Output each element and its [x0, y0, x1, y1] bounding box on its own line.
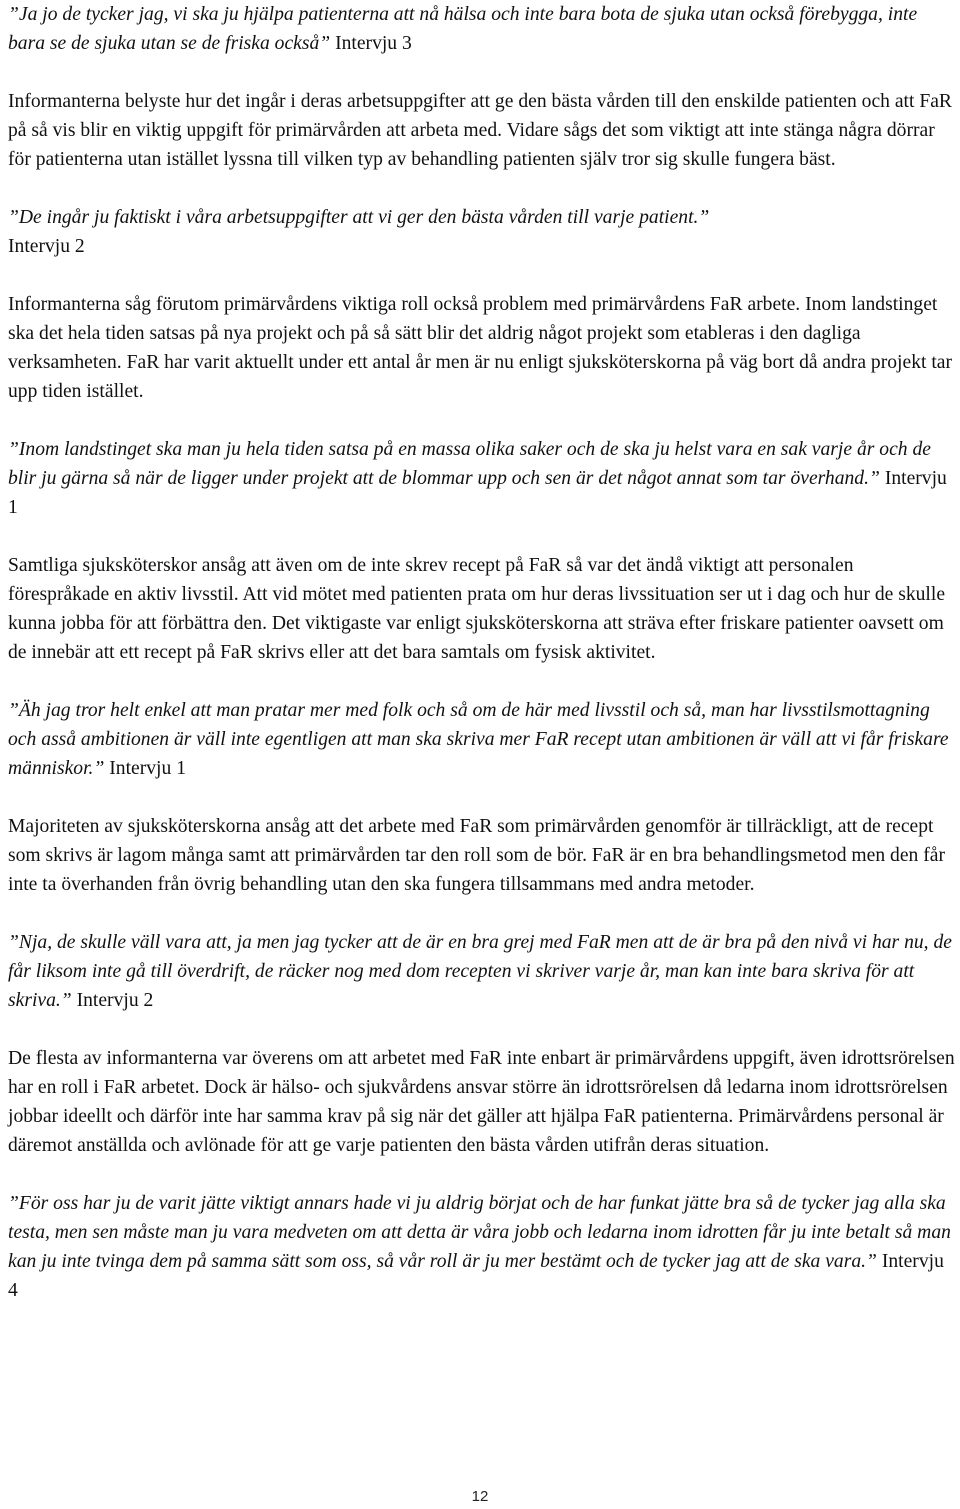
- quote-text: ”Äh jag tror helt enkel att man pratar mer med folk och så om de här med livsstil och så, man har livsstilsmottagning och asså ambitionen är väll inte egentligen att man ska skriva mer FaR recept utan ambitionen är väll att vi får friskare människor.”: [8, 700, 949, 779]
- quote-text: ”För oss har ju de varit jätte viktigt annars hade vi ju aldrig börjat och de har funkat jätte bra så de tycker jag alla ska testa, men sen måste man ju vara medveten om att detta är våra jobb och ledarna inom idrotten får ju inte betalt så man kan ju inte tvinga dem på samma sätt som oss, så vår roll är ju mer bestämt och de tycker jag att de ska vara.”: [8, 1193, 951, 1272]
- interview-quote-3: [8, 435, 956, 522]
- interview-quote-2: [8, 203, 956, 261]
- interview-quote-6: [8, 1189, 956, 1305]
- quote-source: Intervju 3: [335, 33, 412, 54]
- interview-quote-5: [8, 928, 956, 1015]
- quote-text: ”De ingår ju faktiskt i våra arbetsuppgifter att vi ger den bästa vården till varje patient.”: [8, 207, 710, 228]
- quote-source: Intervju 4: [8, 1251, 944, 1301]
- interview-quote-1: [8, 0, 956, 58]
- interview-quote-4: [8, 696, 956, 783]
- quote-text: ”Nja, de skulle väll vara att, ja men jag tycker att de är en bra grej med FaR men att de är bra på den nivå vi har nu, de får liksom inte gå till överdrift, de räcker nog med dom recepten vi skriver varje år, man kan inte bara skriva för att skriva.”: [8, 932, 952, 1011]
- quote-text: ”Ja jo de tycker jag, vi ska ju hjälpa patienterna att nå hälsa och inte bara bota de sjuka utan också förebygga, inte bara se de sjuka utan se de friska också”: [8, 4, 918, 54]
- quote-source: Intervju 1: [8, 468, 947, 518]
- body-paragraph-5: De flesta av informanterna var överens om att arbetet med FaR inte enbart är primärvårdens uppgift, även idrottsrörelsen har en roll i FaR arbetet. Dock är hälso- och sjukvårdens ansvar större än idrottsrörelsen då ledarna inom idrottsrörelsen jobbar ideellt och därför inte har samma krav på sig när det gäller att hjälpa FaR patienterna. Primärvårdens personal är däremot anställda och avlönade för att ge varje patienten den bästa vården utifrån deras situation.: [8, 1048, 955, 1156]
- quote-text: ”Inom landstinget ska man ju hela tiden satsa på en massa olika saker och de ska ju helst vara en sak varje år och de blir ju gärna så när de ligger under projekt att de blommar upp och sen är det något annat som tar överhand.”: [8, 439, 931, 489]
- quote-source: Intervju 1: [109, 758, 186, 779]
- body-paragraph-4: Majoriteten av sjuksköterskorna ansåg att det arbete med FaR som primärvården genomför är tillräckligt, att de recept som skrivs är lagom många samt att primärvården tar den roll som de bör. FaR är en bra behandlingsmetod men den får inte ta överhanden från övrig behandling utan den ska fungera tillsammans med andra metoder.: [8, 816, 945, 895]
- body-paragraph-2: Informanterna såg förutom primärvårdens viktiga roll också problem med primärvårdens FaR arbete. Inom landstinget ska det hela tiden satsas på nya projekt och på så sätt blir det aldrig något projekt som etableras i den dagliga verksamheten. FaR har varit aktuellt under ett antal år men är nu enligt sjuksköterskorna på väg bort då andra projekt tar upp tiden istället.: [8, 294, 952, 402]
- quote-source: Intervju 2: [8, 236, 85, 257]
- body-paragraph-3: Samtliga sjuksköterskor ansåg att även om de inte skrev recept på FaR så var det ändå viktigt att personalen förespråkade en aktiv livsstil. Att vid mötet med patienten prata om hur deras livssituation ser ut i dag och hur de skulle kunna jobba för att förbättra den. Det viktigaste var enligt sjuksköterskorna att sträva efter friskare patienter oavsett om de innebär att ett recept på FaR skrivs eller att det bara samtals om fysisk aktivitet.: [8, 555, 946, 663]
- document-page: [8, 0, 956, 1334]
- body-paragraph-1: Informanterna belyste hur det ingår i deras arbetsuppgifter att ge den bästa vården till den enskilde patienten och att FaR på så vis blir en viktig uppgift för primärvården att arbeta med. Vidare sågs det som viktigt att inte stänga några dörrar för patienterna utan istället lyssna till vilken typ av behandling patienten själv tror sig skulle fungera bäst.: [8, 91, 952, 170]
- page-number: 12: [471, 1488, 489, 1505]
- quote-source: Intervju 2: [76, 990, 154, 1011]
